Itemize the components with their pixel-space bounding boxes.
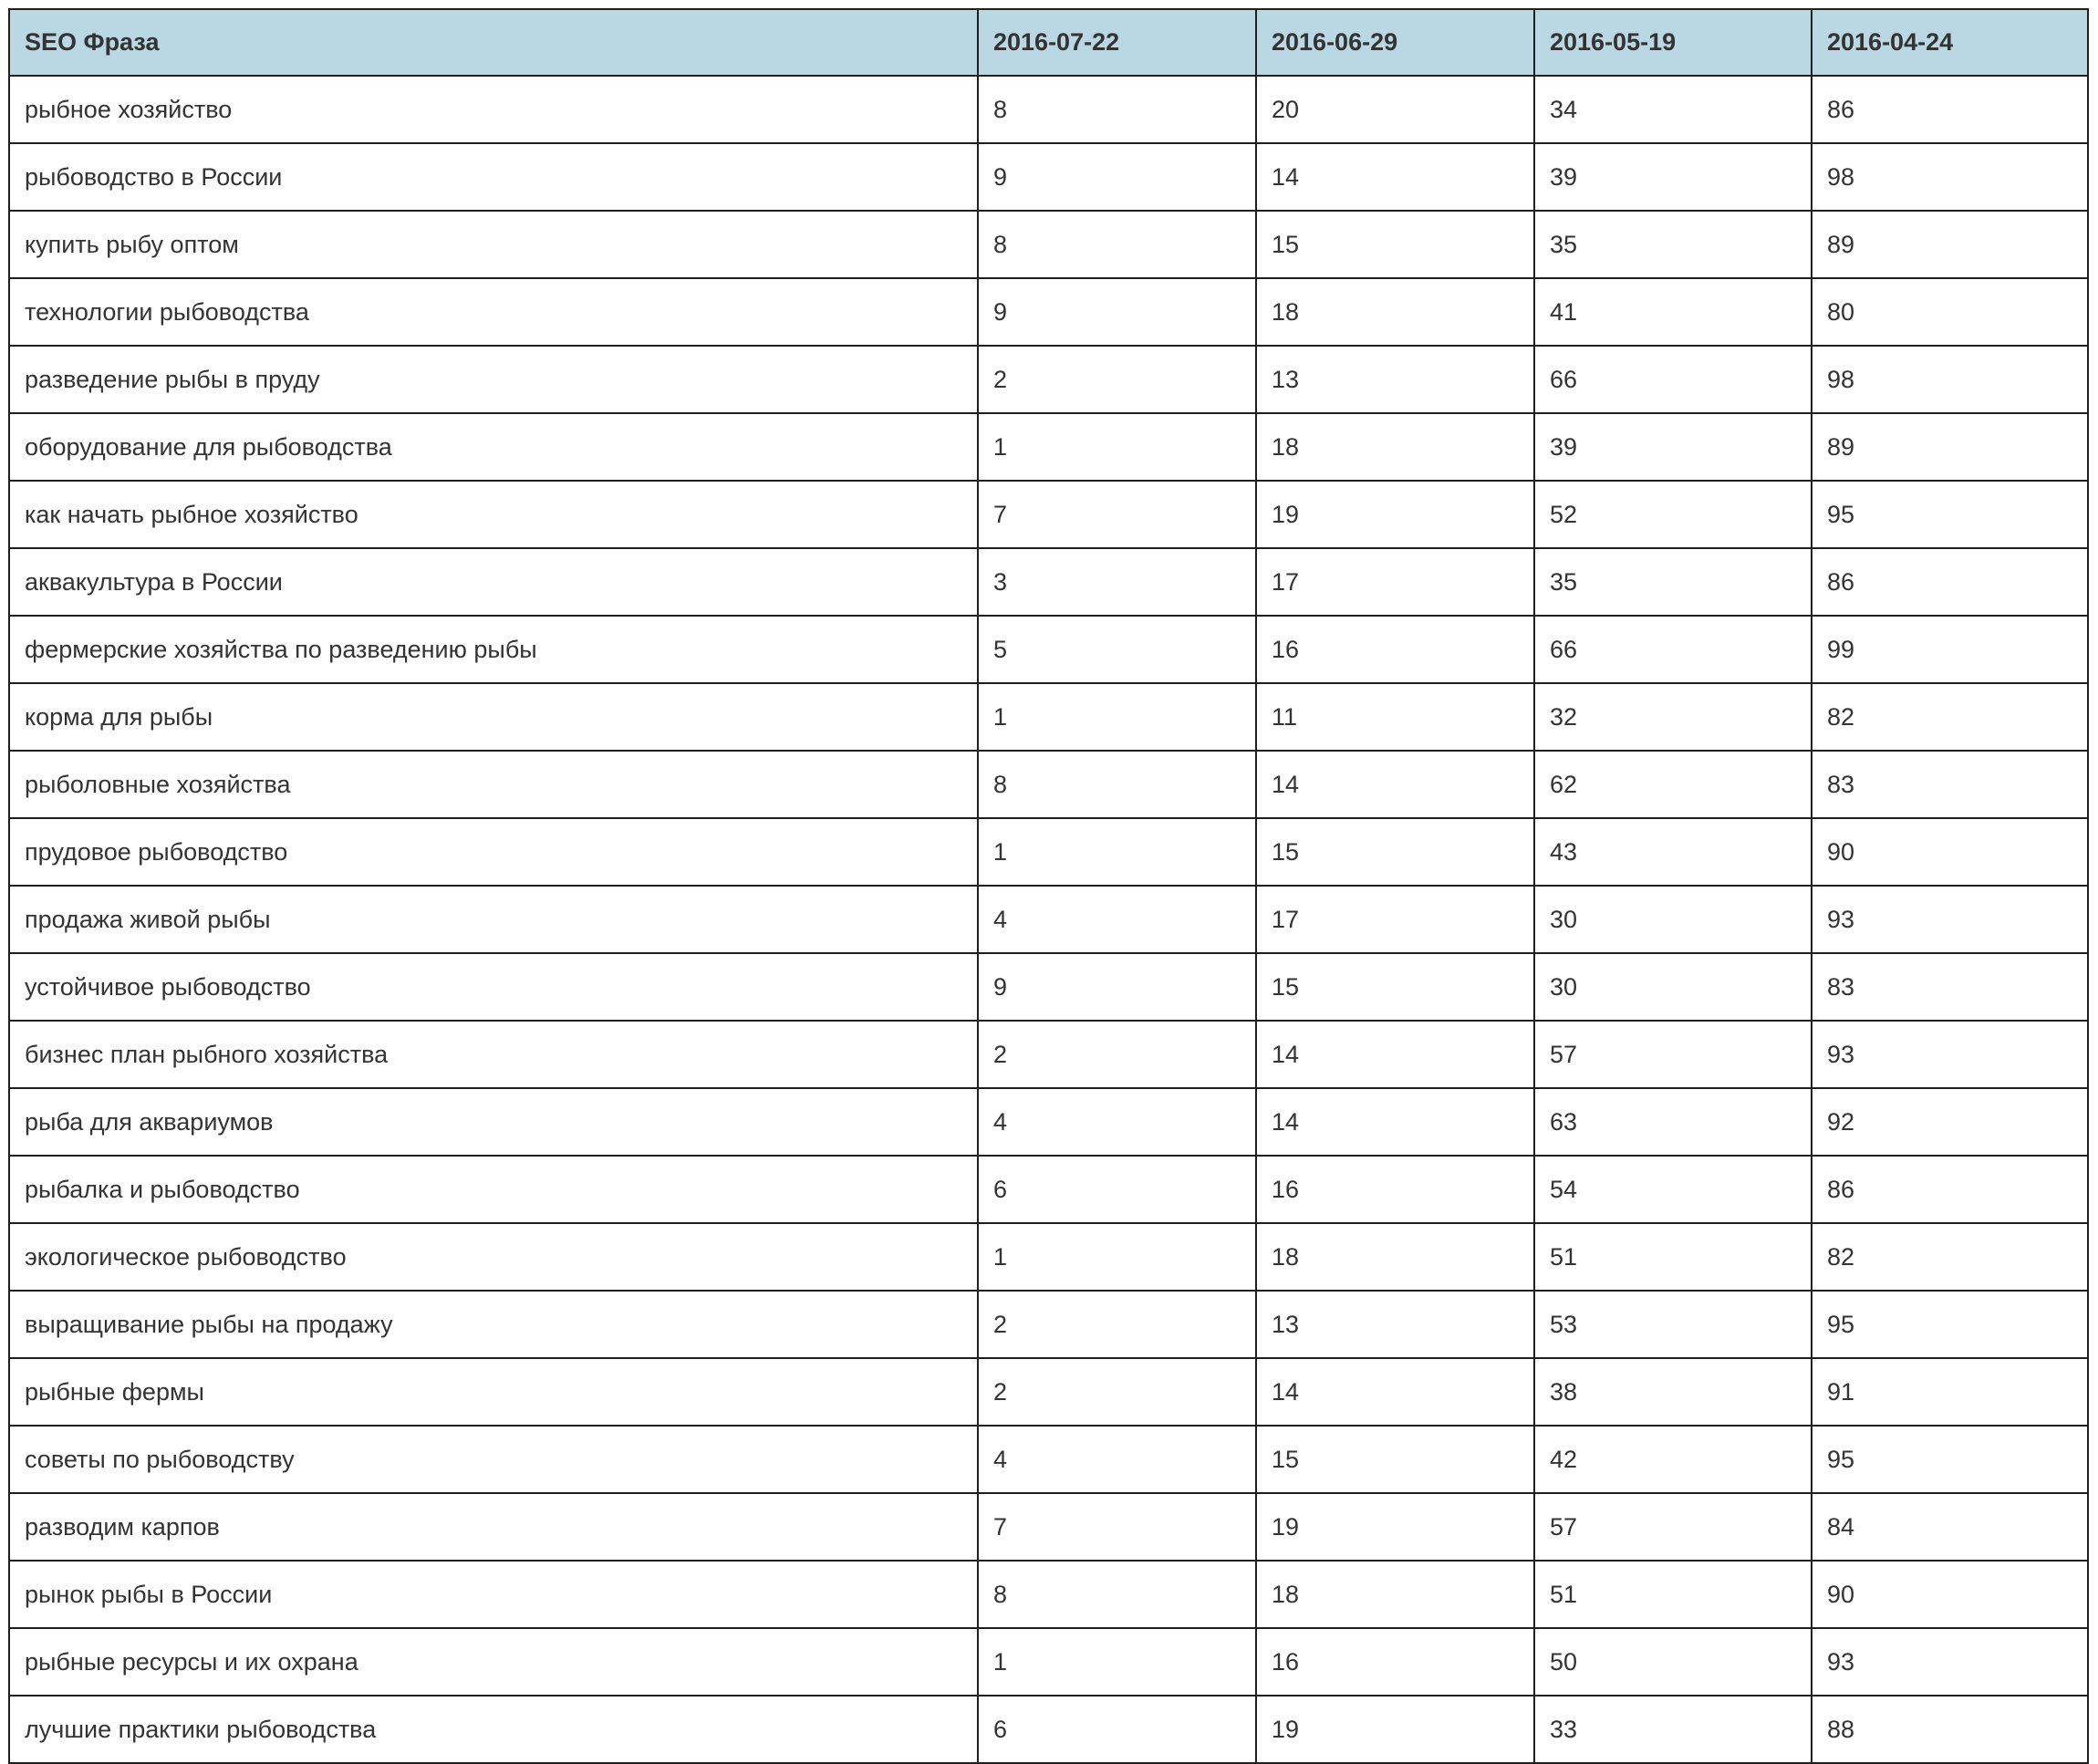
phrase-cell: рыба для аквариумов (9, 1088, 978, 1156)
value-cell-2016-04-24: 95 (1812, 1291, 2088, 1358)
table-row (9, 548, 2088, 616)
value-cell-2016-05-19: 42 (1534, 1426, 1812, 1493)
value-cell-2016-04-24: 86 (1812, 548, 2088, 616)
value-cell-2016-05-19: 66 (1534, 346, 1812, 413)
value-cell-2016-05-19: 62 (1534, 751, 1812, 818)
value-cell-2016-04-24: 89 (1812, 413, 2088, 481)
value-cell-2016-05-19: 57 (1534, 1021, 1812, 1088)
table-row (9, 211, 2088, 278)
value-cell-2016-07-22: 6 (978, 1156, 1256, 1223)
value-cell-2016-04-24: 83 (1812, 751, 2088, 818)
value-cell-2016-05-19: 33 (1534, 1696, 1812, 1763)
value-cell-2016-05-19: 30 (1534, 886, 1812, 953)
value-cell-2016-06-29: 14 (1256, 1088, 1534, 1156)
column-header-2016-06-29: 2016-06-29 (1256, 9, 1534, 76)
value-cell-2016-07-22: 2 (978, 346, 1256, 413)
column-header-2016-07-22: 2016-07-22 (978, 9, 1256, 76)
value-cell-2016-07-22: 4 (978, 1088, 1256, 1156)
phrase-cell: прудовое рыбоводство (9, 818, 978, 886)
seo-table-container (8, 8, 2087, 1764)
value-cell-2016-05-19: 54 (1534, 1156, 1812, 1223)
value-cell-2016-07-22: 1 (978, 1628, 1256, 1696)
table-row (9, 683, 2088, 751)
phrase-cell: рыбные ресурсы и их охрана (9, 1628, 978, 1696)
value-cell-2016-05-19: 43 (1534, 818, 1812, 886)
value-cell-2016-05-19: 63 (1534, 1088, 1812, 1156)
seo-phrases-table (8, 8, 2089, 1764)
table-row (9, 413, 2088, 481)
value-cell-2016-04-24: 92 (1812, 1088, 2088, 1156)
value-cell-2016-06-29: 20 (1256, 76, 1534, 143)
value-cell-2016-04-24: 84 (1812, 1493, 2088, 1561)
table-row (9, 1291, 2088, 1358)
phrase-cell: рыбалка и рыбоводство (9, 1156, 978, 1223)
table-row (9, 143, 2088, 211)
table-row (9, 76, 2088, 143)
value-cell-2016-07-22: 4 (978, 1426, 1256, 1493)
column-header-2016-04-24: 2016-04-24 (1812, 9, 2088, 76)
phrase-cell: технологии рыбоводства (9, 278, 978, 346)
table-row (9, 1021, 2088, 1088)
phrase-cell: лучшие практики рыбоводства (9, 1696, 978, 1763)
value-cell-2016-04-24: 93 (1812, 1628, 2088, 1696)
phrase-cell: аквакультура в России (9, 548, 978, 616)
value-cell-2016-07-22: 6 (978, 1696, 1256, 1763)
value-cell-2016-07-22: 7 (978, 1493, 1256, 1561)
table-row (9, 886, 2088, 953)
value-cell-2016-06-29: 13 (1256, 1291, 1534, 1358)
table-row (9, 751, 2088, 818)
value-cell-2016-06-29: 16 (1256, 1628, 1534, 1696)
table-row (9, 278, 2088, 346)
value-cell-2016-04-24: 90 (1812, 1561, 2088, 1628)
value-cell-2016-04-24: 83 (1812, 953, 2088, 1021)
value-cell-2016-07-22: 2 (978, 1291, 1256, 1358)
phrase-cell: советы по рыбоводству (9, 1426, 978, 1493)
phrase-cell: устойчивое рыбоводство (9, 953, 978, 1021)
table-header (9, 9, 2088, 76)
value-cell-2016-04-24: 88 (1812, 1696, 2088, 1763)
table-row (9, 1696, 2088, 1763)
value-cell-2016-06-29: 18 (1256, 278, 1534, 346)
value-cell-2016-05-19: 41 (1534, 278, 1812, 346)
value-cell-2016-07-22: 5 (978, 616, 1256, 683)
value-cell-2016-04-24: 95 (1812, 1426, 2088, 1493)
table-row (9, 1223, 2088, 1291)
phrase-cell: купить рыбу оптом (9, 211, 978, 278)
value-cell-2016-06-29: 14 (1256, 1021, 1534, 1088)
value-cell-2016-04-24: 89 (1812, 211, 2088, 278)
value-cell-2016-04-24: 86 (1812, 76, 2088, 143)
value-cell-2016-07-22: 8 (978, 76, 1256, 143)
phrase-cell: рыбное хозяйство (9, 76, 978, 143)
phrase-cell: рыбоводство в России (9, 143, 978, 211)
value-cell-2016-07-22: 1 (978, 1223, 1256, 1291)
phrase-cell: выращивание рыбы на продажу (9, 1291, 978, 1358)
value-cell-2016-04-24: 95 (1812, 481, 2088, 548)
table-row (9, 1561, 2088, 1628)
value-cell-2016-04-24: 98 (1812, 346, 2088, 413)
value-cell-2016-05-19: 32 (1534, 683, 1812, 751)
table-row (9, 1426, 2088, 1493)
phrase-cell: рыболовные хозяйства (9, 751, 978, 818)
phrase-cell: оборудование для рыбоводства (9, 413, 978, 481)
value-cell-2016-06-29: 16 (1256, 1156, 1534, 1223)
table-row (9, 1156, 2088, 1223)
table-body (9, 76, 2088, 1763)
value-cell-2016-06-29: 17 (1256, 886, 1534, 953)
column-header-2016-05-19: 2016-05-19 (1534, 9, 1812, 76)
value-cell-2016-05-19: 39 (1534, 413, 1812, 481)
value-cell-2016-04-24: 93 (1812, 886, 2088, 953)
value-cell-2016-04-24: 82 (1812, 1223, 2088, 1291)
value-cell-2016-06-29: 19 (1256, 481, 1534, 548)
value-cell-2016-05-19: 39 (1534, 143, 1812, 211)
value-cell-2016-07-22: 9 (978, 278, 1256, 346)
value-cell-2016-04-24: 98 (1812, 143, 2088, 211)
value-cell-2016-04-24: 82 (1812, 683, 2088, 751)
value-cell-2016-04-24: 91 (1812, 1358, 2088, 1426)
value-cell-2016-04-24: 80 (1812, 278, 2088, 346)
value-cell-2016-06-29: 15 (1256, 211, 1534, 278)
value-cell-2016-05-19: 34 (1534, 76, 1812, 143)
value-cell-2016-07-22: 1 (978, 413, 1256, 481)
value-cell-2016-06-29: 19 (1256, 1493, 1534, 1561)
value-cell-2016-06-29: 14 (1256, 751, 1534, 818)
phrase-cell: корма для рыбы (9, 683, 978, 751)
value-cell-2016-06-29: 15 (1256, 818, 1534, 886)
table-row (9, 1088, 2088, 1156)
phrase-cell: фермерские хозяйства по разведению рыбы (9, 616, 978, 683)
table-row (9, 1358, 2088, 1426)
header-row (9, 9, 2088, 76)
value-cell-2016-07-22: 1 (978, 683, 1256, 751)
value-cell-2016-06-29: 13 (1256, 346, 1534, 413)
value-cell-2016-04-24: 86 (1812, 1156, 2088, 1223)
value-cell-2016-05-19: 51 (1534, 1223, 1812, 1291)
value-cell-2016-07-22: 9 (978, 953, 1256, 1021)
value-cell-2016-05-19: 66 (1534, 616, 1812, 683)
value-cell-2016-05-19: 38 (1534, 1358, 1812, 1426)
value-cell-2016-07-22: 1 (978, 818, 1256, 886)
value-cell-2016-07-22: 3 (978, 548, 1256, 616)
value-cell-2016-05-19: 50 (1534, 1628, 1812, 1696)
value-cell-2016-07-22: 9 (978, 143, 1256, 211)
value-cell-2016-07-22: 8 (978, 211, 1256, 278)
column-header-seo-phrase: SEO Фраза (9, 9, 978, 76)
phrase-cell: рынок рыбы в России (9, 1561, 978, 1628)
phrase-cell: как начать рыбное хозяйство (9, 481, 978, 548)
value-cell-2016-05-19: 35 (1534, 211, 1812, 278)
value-cell-2016-07-22: 2 (978, 1358, 1256, 1426)
value-cell-2016-04-24: 90 (1812, 818, 2088, 886)
value-cell-2016-07-22: 8 (978, 1561, 1256, 1628)
value-cell-2016-06-29: 19 (1256, 1696, 1534, 1763)
value-cell-2016-06-29: 15 (1256, 1426, 1534, 1493)
phrase-cell: рыбные фермы (9, 1358, 978, 1426)
table-row (9, 953, 2088, 1021)
value-cell-2016-06-29: 14 (1256, 143, 1534, 211)
value-cell-2016-07-22: 8 (978, 751, 1256, 818)
value-cell-2016-06-29: 11 (1256, 683, 1534, 751)
value-cell-2016-07-22: 4 (978, 886, 1256, 953)
table-row (9, 1493, 2088, 1561)
phrase-cell: продажа живой рыбы (9, 886, 978, 953)
value-cell-2016-07-22: 2 (978, 1021, 1256, 1088)
table-row (9, 346, 2088, 413)
value-cell-2016-04-24: 93 (1812, 1021, 2088, 1088)
table-row (9, 481, 2088, 548)
value-cell-2016-06-29: 18 (1256, 1223, 1534, 1291)
value-cell-2016-05-19: 57 (1534, 1493, 1812, 1561)
value-cell-2016-06-29: 17 (1256, 548, 1534, 616)
value-cell-2016-06-29: 18 (1256, 413, 1534, 481)
value-cell-2016-06-29: 15 (1256, 953, 1534, 1021)
table-row (9, 818, 2088, 886)
value-cell-2016-06-29: 14 (1256, 1358, 1534, 1426)
value-cell-2016-05-19: 52 (1534, 481, 1812, 548)
phrase-cell: разведение рыбы в пруду (9, 346, 978, 413)
value-cell-2016-05-19: 51 (1534, 1561, 1812, 1628)
value-cell-2016-05-19: 53 (1534, 1291, 1812, 1358)
phrase-cell: бизнес план рыбного хозяйства (9, 1021, 978, 1088)
value-cell-2016-05-19: 30 (1534, 953, 1812, 1021)
phrase-cell: экологическое рыбоводство (9, 1223, 978, 1291)
value-cell-2016-04-24: 99 (1812, 616, 2088, 683)
table-row (9, 1628, 2088, 1696)
value-cell-2016-06-29: 18 (1256, 1561, 1534, 1628)
value-cell-2016-05-19: 35 (1534, 548, 1812, 616)
phrase-cell: разводим карпов (9, 1493, 978, 1561)
value-cell-2016-06-29: 16 (1256, 616, 1534, 683)
table-row (9, 616, 2088, 683)
value-cell-2016-07-22: 7 (978, 481, 1256, 548)
